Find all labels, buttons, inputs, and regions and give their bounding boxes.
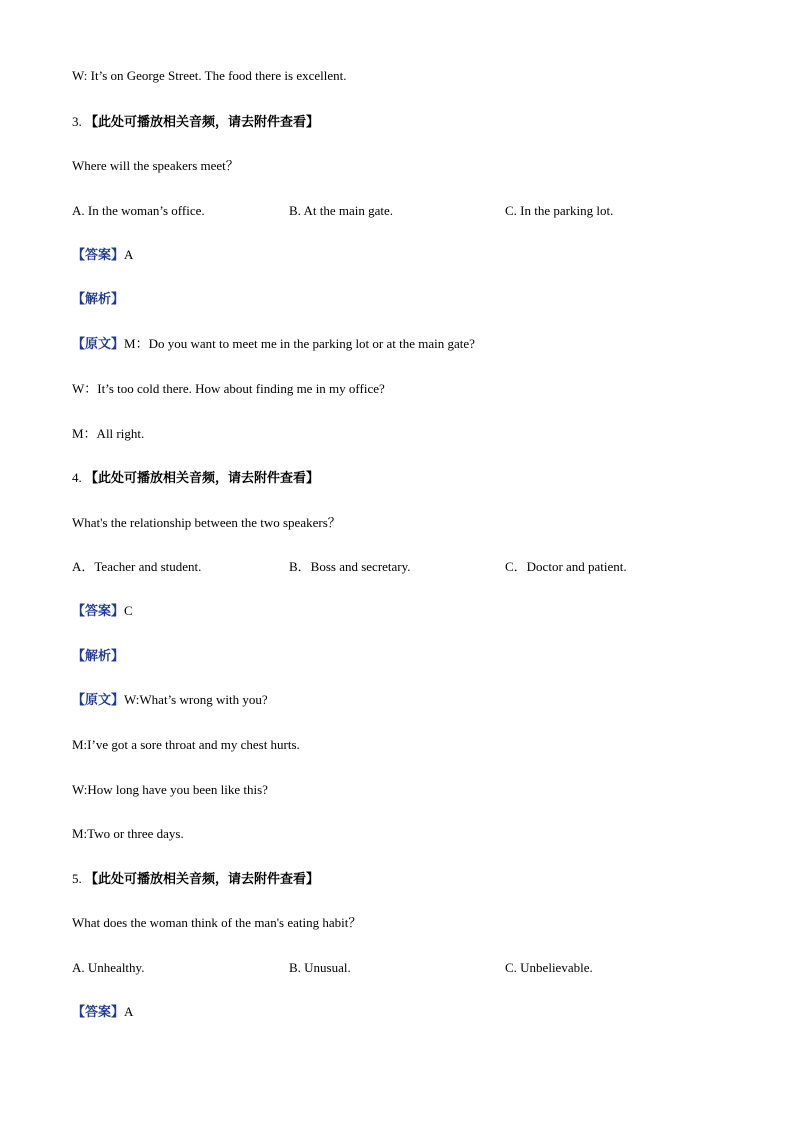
question-3-option-c: C. In the parking lot. [505, 203, 614, 218]
answer-tag: 【答案】 [72, 248, 125, 263]
audio-note: 【此处可播放相关音频，请去附件查看】 [85, 471, 320, 486]
answer-value: C [124, 603, 133, 618]
question-3-text: Where will the speakers meet？ [72, 158, 239, 173]
answer-value: A [124, 247, 134, 262]
question-5-option-b: B. Unusual. [289, 960, 351, 975]
dialogue-line: M:I’ve got a sore throat and my chest hurts. [72, 737, 300, 752]
question-4-analysis [72, 648, 124, 665]
transcript-tag: 【原文】 [72, 693, 125, 708]
question-4-answer [72, 603, 133, 620]
question-4-transcript [72, 692, 268, 709]
question-3-analysis [72, 291, 124, 308]
dialogue-line: M：All right. [72, 426, 145, 441]
question-4-option-a: A．Teacher and student. [72, 559, 202, 574]
analysis-tag: 【解析】 [72, 649, 125, 664]
question-5-text: What does the woman think of the man's eating habit？ [72, 915, 362, 930]
dialogue-line: W：It’s too cold there. How about finding me in my office? [72, 381, 385, 396]
question-number: 4. [72, 470, 82, 485]
audio-note: 【此处可播放相关音频，请去附件查看】 [85, 872, 320, 887]
answer-tag: 【答案】 [72, 604, 125, 619]
question-number: 3. [72, 114, 82, 129]
answer-tag: 【答案】 [72, 1005, 125, 1020]
question-4-text: What's the relationship between the two speakers？ [72, 515, 341, 530]
question-3-answer [72, 247, 133, 264]
analysis-tag: 【解析】 [72, 292, 125, 307]
question-3-option-b: B. At the main gate. [289, 203, 393, 218]
question-number: 5. [72, 871, 82, 886]
audio-note: 【此处可播放相关音频，请去附件查看】 [85, 115, 320, 130]
question-3-option-a: A. In the woman’s office. [72, 203, 205, 218]
question-4-header [72, 470, 319, 487]
question-5-option-a: A. Unhealthy. [72, 960, 145, 975]
question-3-transcript [72, 336, 475, 353]
question-4-option-b: B．Boss and secretary. [289, 559, 411, 574]
transcript-tag: 【原文】 [72, 337, 125, 352]
dialogue-line: M:Two or three days. [72, 826, 184, 841]
question-4-option-c: C．Doctor and patient. [505, 559, 627, 574]
question-5-header [72, 871, 319, 888]
question-3-header [72, 114, 319, 131]
transcript-line: M：Do you want to meet me in the parking lot or at the main gate? [124, 336, 475, 351]
dialogue-line: W: It’s on George Street. The food there is excellent. [72, 68, 347, 83]
transcript-line: W:What’s wrong with you? [124, 692, 268, 707]
dialogue-line: W:How long have you been like this? [72, 782, 268, 797]
question-5-answer [72, 1004, 133, 1021]
question-5-option-c: C. Unbelievable. [505, 960, 593, 975]
answer-value: A [124, 1004, 134, 1019]
